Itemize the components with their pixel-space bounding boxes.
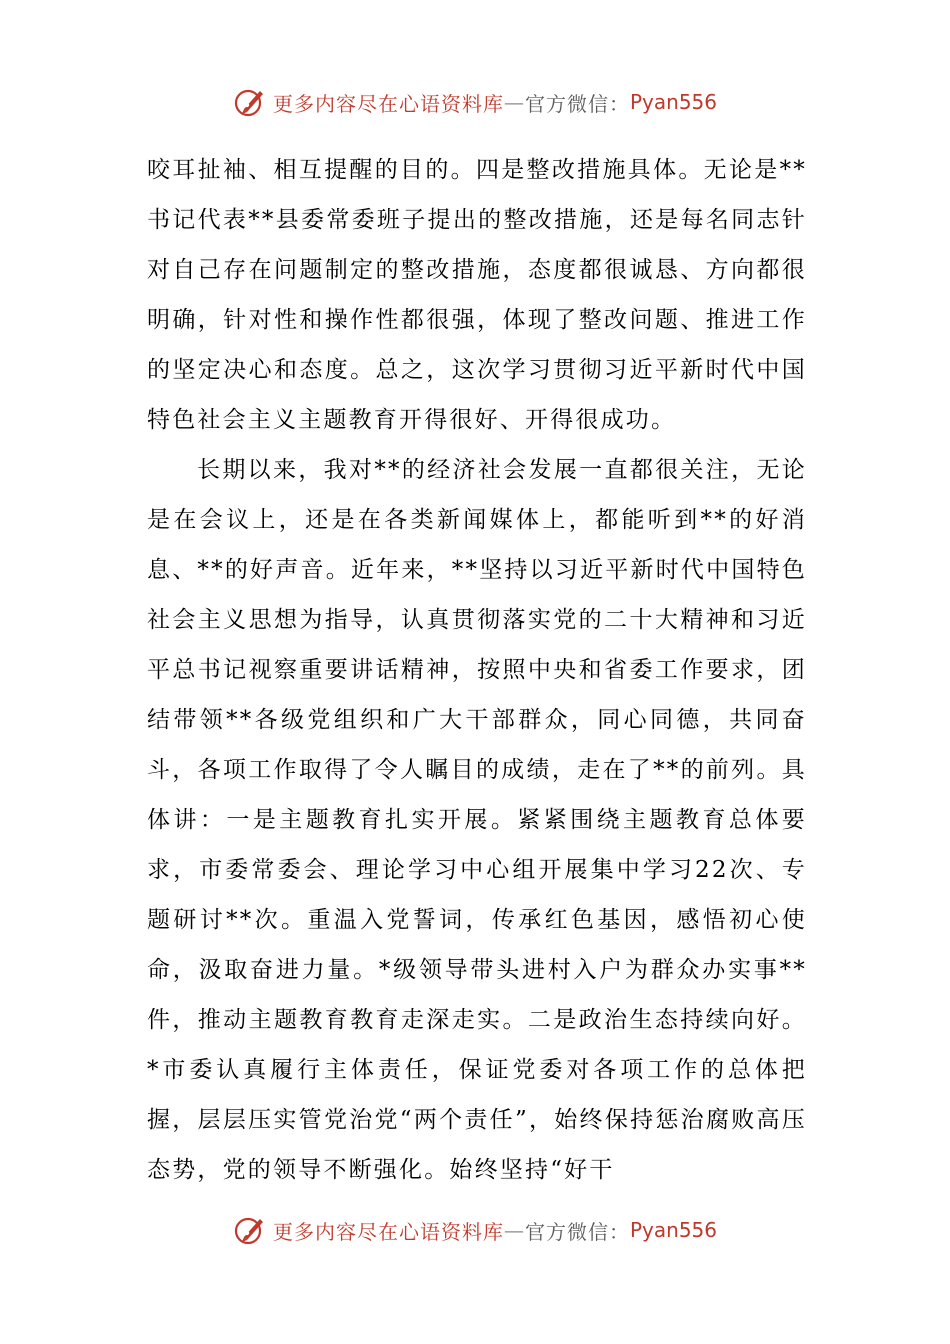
footer-wechat-id: Pyan556 xyxy=(629,1218,717,1242)
header-wechat-id: Pyan556 xyxy=(629,90,717,114)
paragraph-continuation: 咬耳扯袖、相互提醒的目的。四是整改措施具体。无论是**书记代表**县委常委班子提出的整改措施，还是每名同志针对自己存在问题制定的整改措施，态度都很诚恳、方向都很明确，针对性和操作性都很强，体现了整改问题、推进工作的坚定决心和态度。总之，这次学习贯彻习近平新时代中国特色社会主义主题教育开得很好、开得很成功。 xyxy=(147,157,807,433)
header-banner xyxy=(0,80,950,124)
header-separator: — xyxy=(503,90,525,114)
pen-nib-logo-icon xyxy=(233,85,267,119)
paragraph-main: 长期以来，我对**的经济社会发展一直都很关注，无论是在会议上，还是在各类新闻媒体上，都能听到**的好消息、**的好声音。近年来，**坚持以习近平新时代中国特色社会主义思想为指导，认真贯彻落实党的二十大精神和习近平总书记视察重要讲话精神，按照中央和省委工作要求，团结带领**各级党组织和广大干部群众，同心同德，共同奋斗，各项工作取得了令人瞩目的成绩，走在了**的前列。具体讲：一是主题教育扎实开展。紧紧围绕主题教育总体要求，市委常委会、理论学习中心组开展集中学习22次、专题研讨**次。重温入党誓词，传承红色基因，感悟初心使命，汲取奋进力量。*级领导带头进村入户为群众办实事**件，推动主题教育教育走深走实。二是政治生态持续向好。*市委认真履行主体责任，保证党委对各项工作的总体把握，层层压实管党治党“两个责任”，始终保持惩治腐败高压态势，党的领导不断强化。始终坚持“好干 xyxy=(147,457,807,1183)
footer-wechat-label: 官方微信： xyxy=(524,1219,630,1244)
pen-nib-logo-icon xyxy=(233,1213,267,1247)
header-brand-text: 更多内容尽在心语资料库 xyxy=(272,91,504,116)
document-body xyxy=(147,145,807,1195)
footer-brand-text: 更多内容尽在心语资料库 xyxy=(272,1219,504,1244)
footer-separator: — xyxy=(503,1218,525,1242)
footer-banner xyxy=(0,1208,950,1252)
header-wechat-label: 官方微信： xyxy=(524,91,630,116)
